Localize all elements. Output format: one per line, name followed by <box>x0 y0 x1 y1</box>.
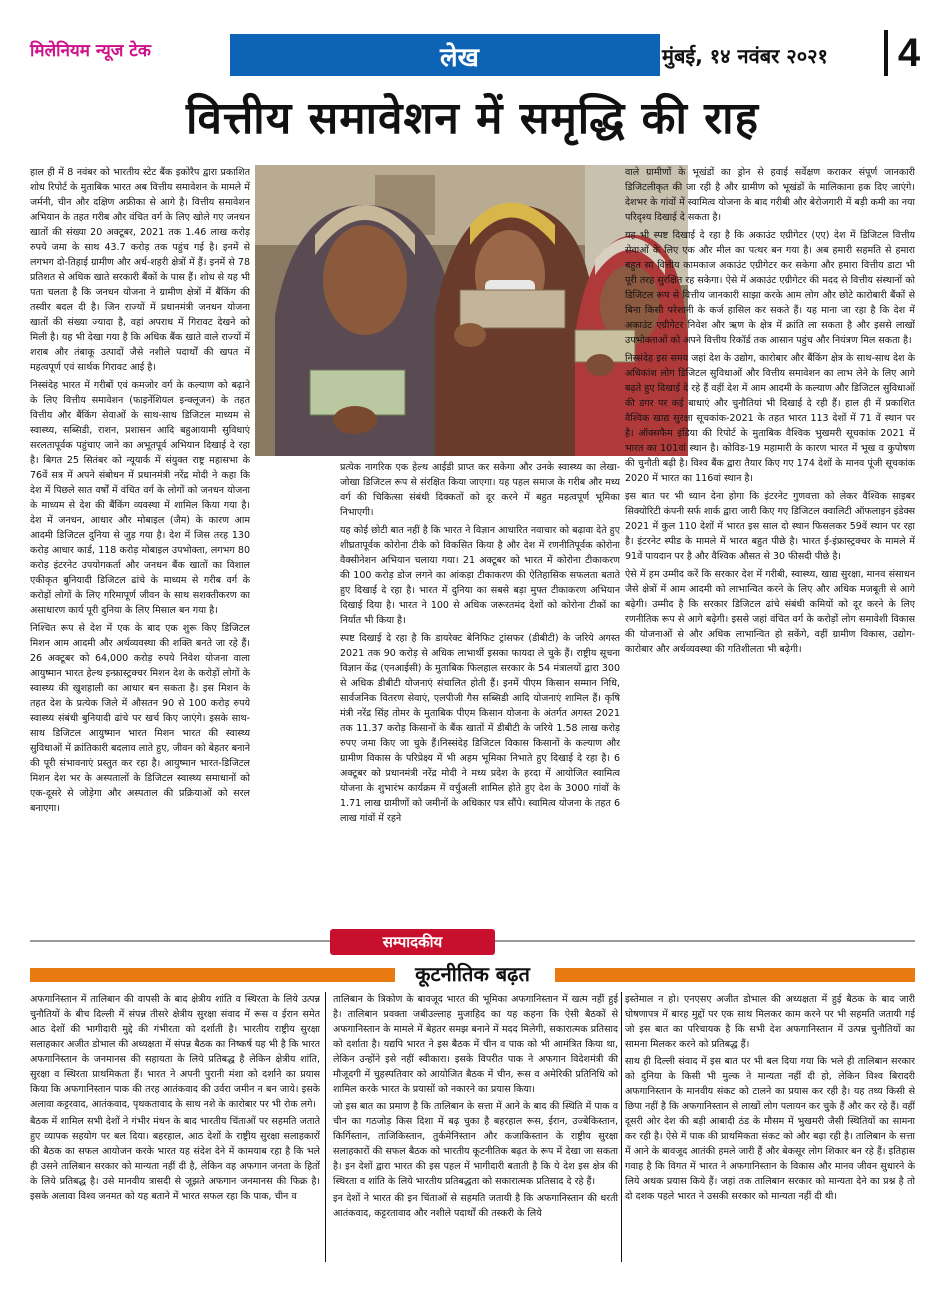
divider <box>30 940 330 942</box>
article-paragraph: यह कोई छोटी बात नहीं है कि भारत ने विज्ञान आधारित नवाचार को बढ़ावा देते हुए शीघ्रतापूर्वक कोरोना टीके को विकसित किया है और देश में रणनीतिपूर्वक कोरोना वैक्सीनेशन अभियान चलाया गया। 21 अक्टूबर को भारत में कोरोना टीकाकरण की 100 करोड़ डोज लगने का आंकड़ा टीकाकरण की ऐतिहासिक सफलता बताते हुए दिखाई दे रहा है। भारत में दुनिया का सबसे बड़ा मुफ्त टीकाकरण अभियान दिखाई दिया है। भारत ने 100 से अधिक जरूरतमंद देशों को कोरोना टीकों का निर्यात भी किया है। <box>340 525 620 626</box>
article-paragraph: स्पष्ट दिखाई दे रहा है कि डायरेक्ट बेनिफिट ट्रांसफर (डीबीटी) के जरिये अगस्त 2021 तक 90 करोड़ से अधिक लाभार्थी इसका फायदा ले चुके हैं। राष्ट्रीय सूचना विज्ञान केंद्र (एनआईसी) के मुताबिक फिलहाल सरकार के 54 मंत्रालयों द्वारा 300 से अधिक डीबीटी योजनाएं संचालित होती हैं। इनमें पीएम किसान सम्मान निधि, सार्वजनिक वितरण सेवाएं, एलपीजी गैस सब्सिडी आदि योजनाएं शामिल हैं। कृषि मंत्री नरेंद्र सिंह तोमर के मुताबिक पीएम किसान योजना के अंतर्गत अगस्त 2021 तक 11.37 करोड़ किसानों के बैंक खातों में डीबीटी के जरिये 1.58 लाख करोड़ रुपए जमा किए जा चुके हैं।निस्संदेह डिजिटल विकास किसानों के कल्याण और ग्रामीण विकास के परिप्रेक्ष्य में भी अहम भूमिका निभाते हुए दिखाई दे रहा है। 6 अक्टूबर को प्रधानमंत्री नरेंद्र मोदी ने मध्य प्रदेश के हरदा में आयोजित स्वामित्व योजना के शुभारंभ कार्यक्रम में वर्चुअली शामिल होते हुए देश के 3000 गांवों के 1.71 लाख ग्रामीणों को जमीनों के अधिकार पत्र सौंपे। स्वामित्व योजना के तहत 6 लाख गांवों में रहने <box>340 633 620 824</box>
article-paragraph: प्रत्येक नागरिक एक हेल्थ आईडी प्राप्त कर सकेगा और उनके स्वास्थ्य का लेखा-जोखा डिजिटल रूप से संरक्षित किया जाएगा। यह पहल समाज के गरीब और मध्य वर्ग की चिकित्सा संबंधी दिक्कतों को दूर करने में बहुत महत्वपूर्ण भूमिका निभाएगी। <box>340 462 620 518</box>
column-rule <box>621 992 622 1262</box>
divider <box>495 940 915 942</box>
article-paragraph: निस्संदेह भारत में गरीबों एवं कमजोर वर्ग के कल्याण को बढ़ाने के लिए वित्तीय समावेशन (फाइनेंशियल इन्क्लूजन) के तहत वित्तीय और बैंकिंग सेवाओं के साथ-साथ डिजिटल माध्यम से स्वास्थ्य, सब्सिडी, राशन, प्रशासन आदि बहुआयामी सुविधाएं सरलतापूर्वक पहुंचाए जाने का अभूतपूर्व अभियान दिखाई दे रहा है। बिगत 25 सितंबर को न्यूयार्क में संयुक्त राष्ट्र महासभा के 76वें सत्र में अपने संबोधन में प्रधानमंत्री नरेंद्र मोदी ने कहा कि देश में पिछले सात वर्षों में वंचित वर्ग के लोगों को जनधन योजना के माध्यम से देश की बैंकिंग व्यवस्था में शामिल किया गया है। देश में जनधन, आधार और मोबाइल (जैम) के कारण आम आदमी डिजिटल दुनिया से जुड़ गया है। देश में जिस तरह 130 करोड़ आधार कार्ड, 118 करोड़ मोबाइल उपभोक्ता, लगभग 80 करोड़ इंटरनेट उपयोगकर्ता और जनधन बैंक खातों का विशाल एकीकृत बुनियादी डिजिटल ढांचे के माध्यम से गरीब वर्ग के करोड़ों लोगों के लिए गरिमापूर्ण जीवन के साथ सशक्तीकरण का असाधारण कार्य पूरी दुनिया के लिए मिसाल बन गया है। <box>30 380 250 616</box>
article-paragraph: वाले ग्रामीणों के भूखंडों का ड्रोन से हवाई सर्वेक्षण कराकर संपूर्ण जानकारी डिजिटलीकृत की जा रही है और ग्रामीण को भूखंडों के मालिकाना हक दिए जाएंगे। देशभर के गांवों में स्वामित्व योजना के बाद गरीबी और बेरोजगारी में बड़ी कमी का नया परिदृश्य दिखाई दे सकता है। <box>625 167 915 223</box>
column-rule <box>325 992 326 1262</box>
editorial-paragraph: जो इस बात का प्रमाण है कि तालिबान के सत्ता में आने के बाद की स्थिति में पाक व चीन का गठजोड़ किस दिशा में बढ़ चुका है बहरहाल रूस, ईरान, उज्बेकिस्तान, किर्गिस्तान, ताजिकिस्तान, तुर्कमेनिस्तान और कजाकिस्तान के राष्ट्रीय सुरक्षा सलाहकारों की सफल बैठक को भारतीय कूटनीतिक बढ़त के रूप में देखा जा सकता है। इन देशों द्वारा भारत की इस पहल में भागीदारी बताती है कि ये देश इस क्षेत्र की स्थिरता व शांति के लिये भारतीय प्रतिबद्धता को सकारात्मक प्रतिसाद दे रहे हैं। <box>333 1101 618 1187</box>
article-paragraph: निस्संदेह इस समय जहां देश के उद्योग, कारोबार और बैंकिंग क्षेत्र के साथ-साथ देश के अधिकांश लोग डिजिटल सुविधाओं और वित्तीय समावेशन का लाभ लेने के लिए आगे बढ़ते हुए दिखाई दे रहे हैं वहीं देश में आम आदमी के कल्याण और डिजिटल सुविधाओं की डगर पर कई बाधाएं और चुनौतियां भी दिखाई दे रही हैं। हाल ही में प्रकाशित वैश्विक खाद्य सुरक्षा सूचकांक-2021 के तहत भारत 113 देशों में 71 वें स्थान पर है। ऑक्सफैम इंडिया की रिपोर्ट के मुताबिक वैश्विक भुखमरी सूचकांक 2021 में भारत का 101वां स्थान है। कोविड-19 महामारी के कारण भारत में भूख व कुपोषण की चुनौती बढ़ी है। विश्व बैंक द्वारा तैयार किए गए 174 देशों के मानव पूंजी सूचकांक 2020 में भारत का 116वां स्थान है। <box>625 353 915 484</box>
section-label: लेख <box>440 43 479 73</box>
article-photo <box>255 165 688 456</box>
article-paragraph: हाल ही में 8 नवंबर को भारतीय स्टेट बैंक इकोरैप द्वारा प्रकाशित शोध रिपोर्ट के मुताबिक भारत अब वित्तीय समावेशन के मामले में जर्मनी, चीन और दक्षिण अफ्रीका से आगे है। वित्तीय समावेशन अभियान के तहत गरीब और वंचित वर्ग के लिए खोले गए जनधन खातों की संख्या 20 अक्टूबर, 2021 तक 1.46 लाख करोड़ रुपये जमा के साथ 43.7 करोड़ तक पहुंच गई है। इनमें से लगभग दो-तिहाई ग्रामीण और अर्ध-शहरी क्षेत्रों में हैं। इनमें से 78 प्रतिशत से अधिक खाते सरकारी बैंकों के पास हैं। शोध से यह भी पता चलता है कि जनधन योजना ने ग्रामीण क्षेत्रों में बैंकिंग की तस्वीर बदल दी है। जिन राज्यों में प्रधानमंत्री जनधन योजना खातों की संख्या ज्यादा है, वहां अपराध में गिरावट देखने को मिली है। यह भी देखा गया है कि अधिक बैंक खाते वाले राज्यों में शराब और तंबाकू उत्पादों जैसे नशीले पदार्थों की खपत में महत्वपूर्ण एवं सार्थक गिरावट आई है। <box>30 167 250 373</box>
editorial-column-3 <box>625 992 915 1264</box>
editorial-column-1 <box>30 992 320 1264</box>
editorial-paragraph: तालिबान के त्रिकोण के बावजूद भारत की भूमिका अफगानिस्तान में खत्म नहीं हुई है। तालिबान प्रवक्ता जबीउल्लाह मुजाहिद का यह कहना कि ऐसी बैठकों से अफगानिस्तान के मामले में बेहतर समझ बनाने में मदद मिलेगी, सकारात्मक प्रतिसाद को दर्शाता है। यद्यपि भारत ने इस बैठक में चीन व पाक को भी आमंत्रित किया था, लेकिन उन्होंने इसे नहीं स्वीकारा। इसके विपरीत पाक ने अफगान विदेशमंत्री की मौजूदगी में चुहस्पतिवार को आयोजित बैठक में चीन, रूस व अमेरिकी प्रतिनिधि को शामिल करके भारत के प्रयासों को नकारने का प्रयास किया। <box>333 994 618 1095</box>
dateline: मुंबई, १४ नवंबर २०२१ <box>662 44 828 68</box>
editorial-headline: कूटनीतिक बढ़त <box>415 962 530 986</box>
article-headline: वित्तीय समावेशन में समृद्धि की राह <box>186 93 759 144</box>
article-paragraph: इस बात पर भी ध्यान देना होगा कि इंटरनेट गुणवत्ता को लेकर वैश्विक साइबर सिक्योरिटी कंपनी सर्फ शार्क द्वारा जारी किए गए डिजिटल क्वालिटी ऑफलाइन इंडेक्स 2021 में कुल 110 देशों में भारत इस साल दो स्थान फिसलकर 59वें स्थान पर रहा है। इंटरनेट स्पीड के मामले में भारत बहुत पीछे है। भारत ई-इंफ्रास्ट्रक्चर के मामले में 91वें पायदान पर है और वैश्विक औसत से 30 फीसदी पीछे है। <box>625 491 915 562</box>
article-column-2 <box>340 460 620 935</box>
article-paragraph: निश्चित रूप से देश में एक के बाद एक शुरू किए डिजिटल मिशन आम आदमी और अर्थव्यवस्था की शक्ति बनते जा रहे हैं। 26 अक्टूबर को 64,000 करोड़ रुपये निवेश योजना वाला आयुष्मान भारत हेल्थ इन्फ्रास्ट्रक्चर मिशन देश के करोड़ों लोगों के स्वास्थ्य की खुशहाली का आधार बन सकता है। इस मिशन के तहत देश के प्रत्येक जिले में औसतन 90 से 100 करोड़ रुपये स्वास्थ्य संबंधी बुनियादी ढांचे पर खर्च किए जाएंगे। इसके साथ-साथ डिजिटल आयुष्मान भारत मिशन भारत की स्वास्थ्य सुविधाओं में क्रांतिकारी बदलाव लाते हुए, जीवन को बेहतर बनाने की पूरी संभावनाएं प्रस्तुत कर रहा है। आयुष्मान भारत-डिजिटल मिशन देश भर के अस्पतालों के डिजिटल स्वास्थ्य समाधानों को एक-दूसरे से जोड़ेगा और अस्पताल की प्रक्रियाओं को सरल बनाएगा। <box>30 623 250 814</box>
editorial-paragraph: अफगानिस्तान में तालिबान की वापसी के बाद क्षेत्रीय शांति व स्थिरता के लिये उत्पन्न चुनौतियों के बीच दिल्ली में संपन्न तीसरे क्षेत्रीय सुरक्षा संवाद में रूस व ईरान समेत आठ देशों की भागीदारी मुद्दे की गंभीरता को दर्शाती है। भारतीय राष्ट्रीय सुरक्षा सलाहकार अजीत डोभाल की अध्यक्षता में संपन्न बैठक का निष्कर्ष यह भी है कि भारत अफगानिस्तान के जनमानस की सहायता के लिये प्रतिबद्ध है लेकिन क्षेत्रीय शांति, सुरक्षा व स्थिरता प्राथमिकता हैं। भारत ने अपनी पुरानी मंशा को दर्शाने का प्रयास किया कि अफगानिस्तान पाक की तरह आतंकवाद की उर्वरा जमीन न बन जाये। इसके अलावा कट्टरवाद, आतंकवाद, पृथकतावाद के साथ नशे के कारोबार पर भी रोक लगे। <box>30 994 320 1110</box>
article-column-1 <box>30 165 250 935</box>
editorial-paragraph: इस्तेमाल न हो। एनएसए अजीत डोभाल की अध्यक्षता में हुई बैठक के बाद जारी घोषणापत्र में बारह मुद्दों पर एक साथ मिलकर काम करने पर भी सहमति जतायी गई जो इस बात का परिचायक है कि सभी देश अफगानिस्तान में उत्पन्न चुनौतियों का सामना मिलकर करने को प्रतिबद्ध हैं। <box>625 994 915 1050</box>
article-paragraph: यह भी स्पष्ट दिखाई दे रहा है कि अकाउंट एग्रीगेटर (एए) देश में डिजिटल वित्तीय सेवाओं के लिए एक और मील का पत्थर बन गया है। अब हमारी सहमति से हमारा बहुत सा वित्तीय कामकाज अकाउंट एग्रीगेटर कर सकेगा और हमारा वित्तीय डाटा भी पूरी तरह सुरक्षित रह सकेगा। ऐसे में अकाउंट एग्रीगेटर की मदद से वित्तीय संस्थानों को डिजिटल रूप से वित्तीय जानकारी साझा करके आम लोग और छोटे कारोबारी बैंकों से बिना किसी परेशानी के कर्ज हासिल कर सकते हैं। यह माना जा रहा है कि देश में अकाउंट एग्रीगेटर निवेश और ऋण के क्षेत्र में क्रांति ला सकता है और इससे लाखों उपभोक्ताओं को अपने वित्तीय रिकॉर्ड तक आसान पहुंच और नियंत्रण मिल सकता है। <box>625 230 915 346</box>
article-paragraph: ऐसे में हम उम्मीद करें कि सरकार देश में गरीबी, स्वास्थ्य, खाद्य सुरक्षा, मानव संसाधन जैसे क्षेत्रों में आम आदमी को लाभान्वित करने के लिए और अधिक मजबूती से आगे बढ़ेगी। उम्मीद है कि सरकार डिजिटल ढांचे संबंधी कमियों को दूर करने के लिए रणनीतिक रूप से आगे बढ़ेगी। इससे जहां वंचित वर्ग के करोड़ों लोग समावेशी विकास की योजनाओं से और अधिक लाभान्वित हो सकेंगे, वहीं ग्रामीण विकास, उद्योग-कारोबार और अर्थव्यवस्था की गतिशीलता भी बढ़ेगी। <box>625 569 915 655</box>
editorial-column-2 <box>333 992 618 1264</box>
masthead <box>30 31 921 80</box>
editorial-paragraph: बैठक में शामिल सभी देशों ने गंभीर मंथन के बाद भारतीय चिंताओं पर सहमति जताते हुए व्यापक सहयोग पर बल दिया। बहरहाल, आठ देशों के राष्ट्रीय सुरक्षा सलाहकारों की बैठक का सफल आयोजन करके भारत यह संदेश देने में कामयाब रहा है कि भले ही उसने तालिबान सरकार को मान्यता नहीं दी है, लेकिन वह अफगान जनता के हितों के लिये प्रतिबद्ध है। उसे मानवीय त्रासदी से जूझते अफगान जनमानस की फिक्र है। इसके अलावा विश्व जनमत को यह बताने में भारत सफल रहा कि पाक, चीन व <box>30 1116 320 1202</box>
editorial-paragraph: साथ ही दिल्ली संवाद में इस बात पर भी बल दिया गया कि भले ही तालिबान सरकार को दुनिया के किसी भी मुल्क ने मान्यता नहीं दी हो, लेकिन विश्व बिरादरी अफगानिस्तान के मानवीय संकट को टालने का प्रयास कर रही है। यह तथ्य किसी से छिपा नहीं है कि अफगानिस्तान से लाखों लोग पलायन कर चुके हैं और कर रहे हैं। वहीं दूसरी ओर देश की बड़ी आबादी ठंड के मौसम में भुखमरी जैसी स्थितियों का सामना कर रही है। ऐसे में पाक की प्राथमिकता संकट को और बढ़ा रही है। तालिबान के सत्ता में आने के बावजूद आतंकी हमले जारी हैं और बेकसूर लोग शिकार बन रहे हैं। इतिहास गवाह है कि विगत में भारत ने अफगानिस्तान के विकास और मानव जीवन सुधारने के लिये अथक प्रयास किये हैं। जहां तक तालिबान सरकार को मान्यता देने का प्रश्न है तो दो दशक पहले भारत ने उसकी सरकार को मान्यता नहीं दी थी। <box>625 1056 915 1202</box>
women-holding-banknotes-photo <box>255 165 688 456</box>
page-number: 4 <box>884 30 930 76</box>
brand-name: मिलेनियम न्यूज टेक <box>30 41 151 61</box>
article-column-3 <box>625 165 915 935</box>
editorial-paragraph: इन देशों ने भारत की इन चिंताओं से सहमति जतायी है कि अफगानिस्तान की धरती आतंकवाद, कट्टरतावाद और नशीले पदार्थों की तस्करी के लिये <box>333 1193 618 1219</box>
editorial-badge: सम्पादकीय <box>330 929 495 955</box>
